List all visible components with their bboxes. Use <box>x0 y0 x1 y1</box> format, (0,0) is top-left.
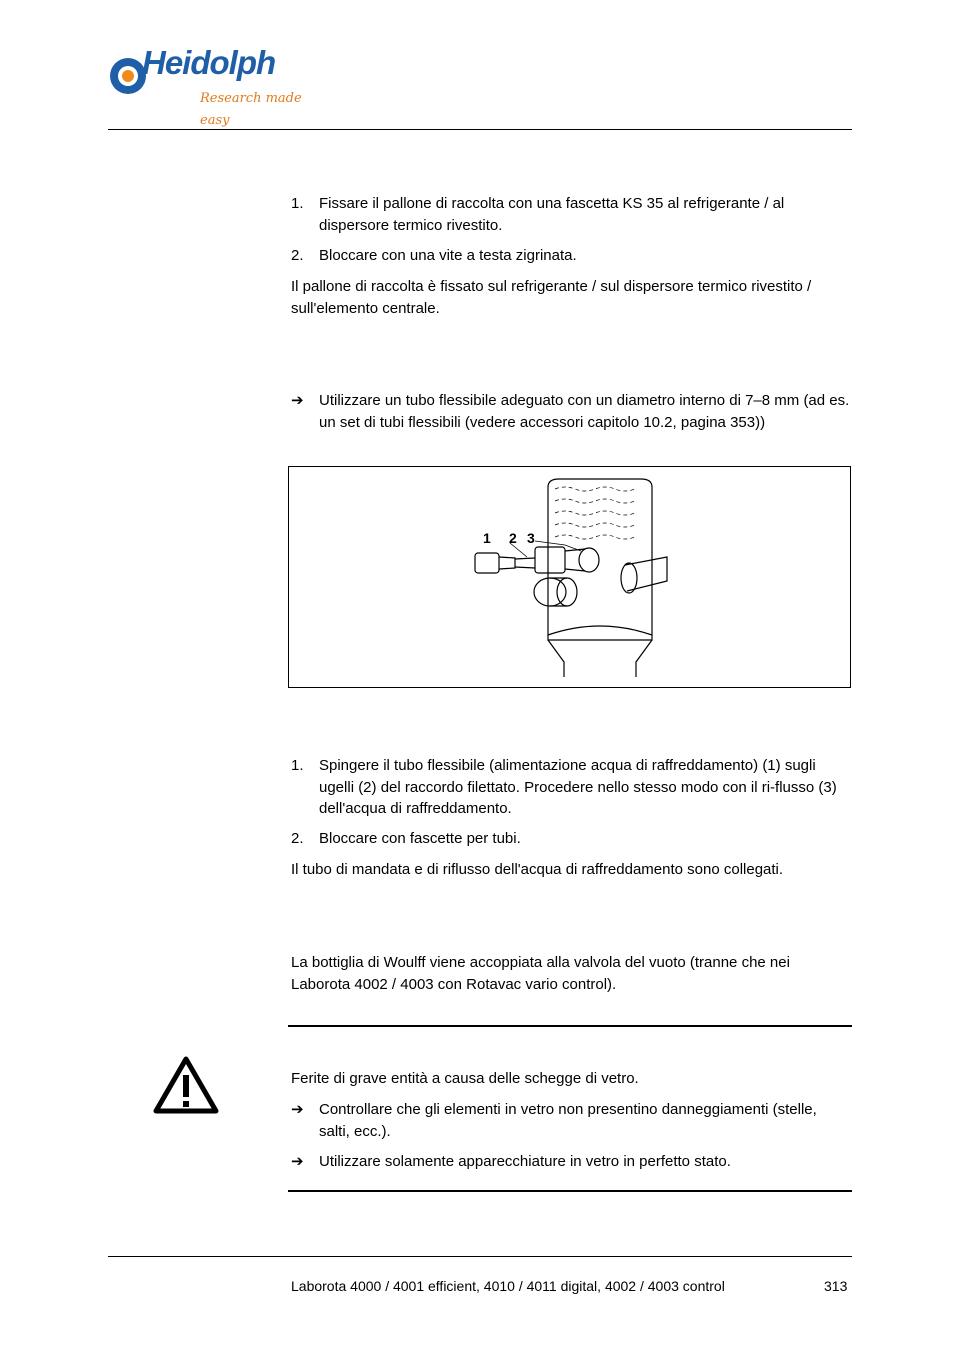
step-number: 1. <box>291 757 304 774</box>
arrow-icon: ➔ <box>291 392 304 409</box>
result-text: Il pallone di raccolta è fissato sul refrigerante / sul dispersore termico rivestito / sull'elemento centrale. <box>291 278 812 317</box>
header-rule <box>108 129 852 130</box>
warning-bottom-rule <box>288 1190 852 1192</box>
step-item <box>291 828 851 850</box>
footer-rule <box>108 1256 852 1257</box>
warning-measure-item <box>291 1151 851 1173</box>
warning-triangle-icon <box>152 1055 220 1115</box>
body-text: La bottiglia di Woulff viene accoppiata alla valvola del vuoto (tranne che nei Laborota 4002 / 4003 con Rotavac vario control). <box>291 954 790 993</box>
warning-measure-item <box>291 1099 851 1142</box>
cooler-illustration <box>289 467 850 687</box>
brand-tagline: Research made easy <box>200 91 302 128</box>
footer-product: Laborota 4000 / 4001 efficient, 4010 / 4011 digital, 4002 / 4003 control <box>291 1278 725 1294</box>
warning-measure-text: Controllare che gli elementi in vetro non presentino danneggiamenti (stelle, salti, ecc.). <box>319 1101 817 1140</box>
step-item <box>291 755 851 820</box>
instruction-item <box>291 390 851 433</box>
warning-hazard-text: Ferite di grave entità a causa delle schegge di vetro. <box>291 1070 639 1087</box>
arrow-icon: ➔ <box>291 1153 304 1170</box>
step-text: Bloccare con fascette per tubi. <box>319 830 521 847</box>
step-text: Spingere il tubo flessibile (alimentazione acqua di raffreddamento) (1) sugli ugelli (2) del raccordo filettato. Procedere nello stesso modo con il ri-flusso (3) dell'acqua di raffreddamento. <box>319 757 837 817</box>
arrow-icon: ➔ <box>291 1101 304 1118</box>
step-item <box>291 193 851 236</box>
figure-label-2: 2 <box>509 530 517 546</box>
page-number: 313 <box>824 1278 848 1294</box>
warning-top-rule <box>288 1025 852 1027</box>
result-text: Il tubo di mandata e di riflusso dell'acqua di raffreddamento sono collegati. <box>291 861 784 878</box>
step-number: 1. <box>291 195 304 212</box>
figure-label-3: 3 <box>527 530 535 546</box>
brand-logo <box>108 44 328 128</box>
instruction-text: Utilizzare un tubo flessibile adeguato con un diametro interno di 7–8 mm (ad es. un set di tubi flessibili (vedere accessori capitolo 10.2, pagina 353)) <box>319 392 850 431</box>
figure-cooler-connection <box>288 466 851 688</box>
step-number: 2. <box>291 830 304 847</box>
step-text: Bloccare con una vite a testa zigrinata. <box>319 247 577 264</box>
step-number: 2. <box>291 247 304 264</box>
step-text: Fissare il pallone di raccolta con una fascetta KS 35 al refrigerante / al dispersore termico rivestito. <box>319 195 785 234</box>
figure-label-1: 1 <box>483 530 491 546</box>
step-item <box>291 245 851 267</box>
warning-measure-text: Utilizzare solamente apparecchiature in vetro in perfetto stato. <box>319 1153 731 1170</box>
brand-name: Heidolph <box>142 44 276 81</box>
